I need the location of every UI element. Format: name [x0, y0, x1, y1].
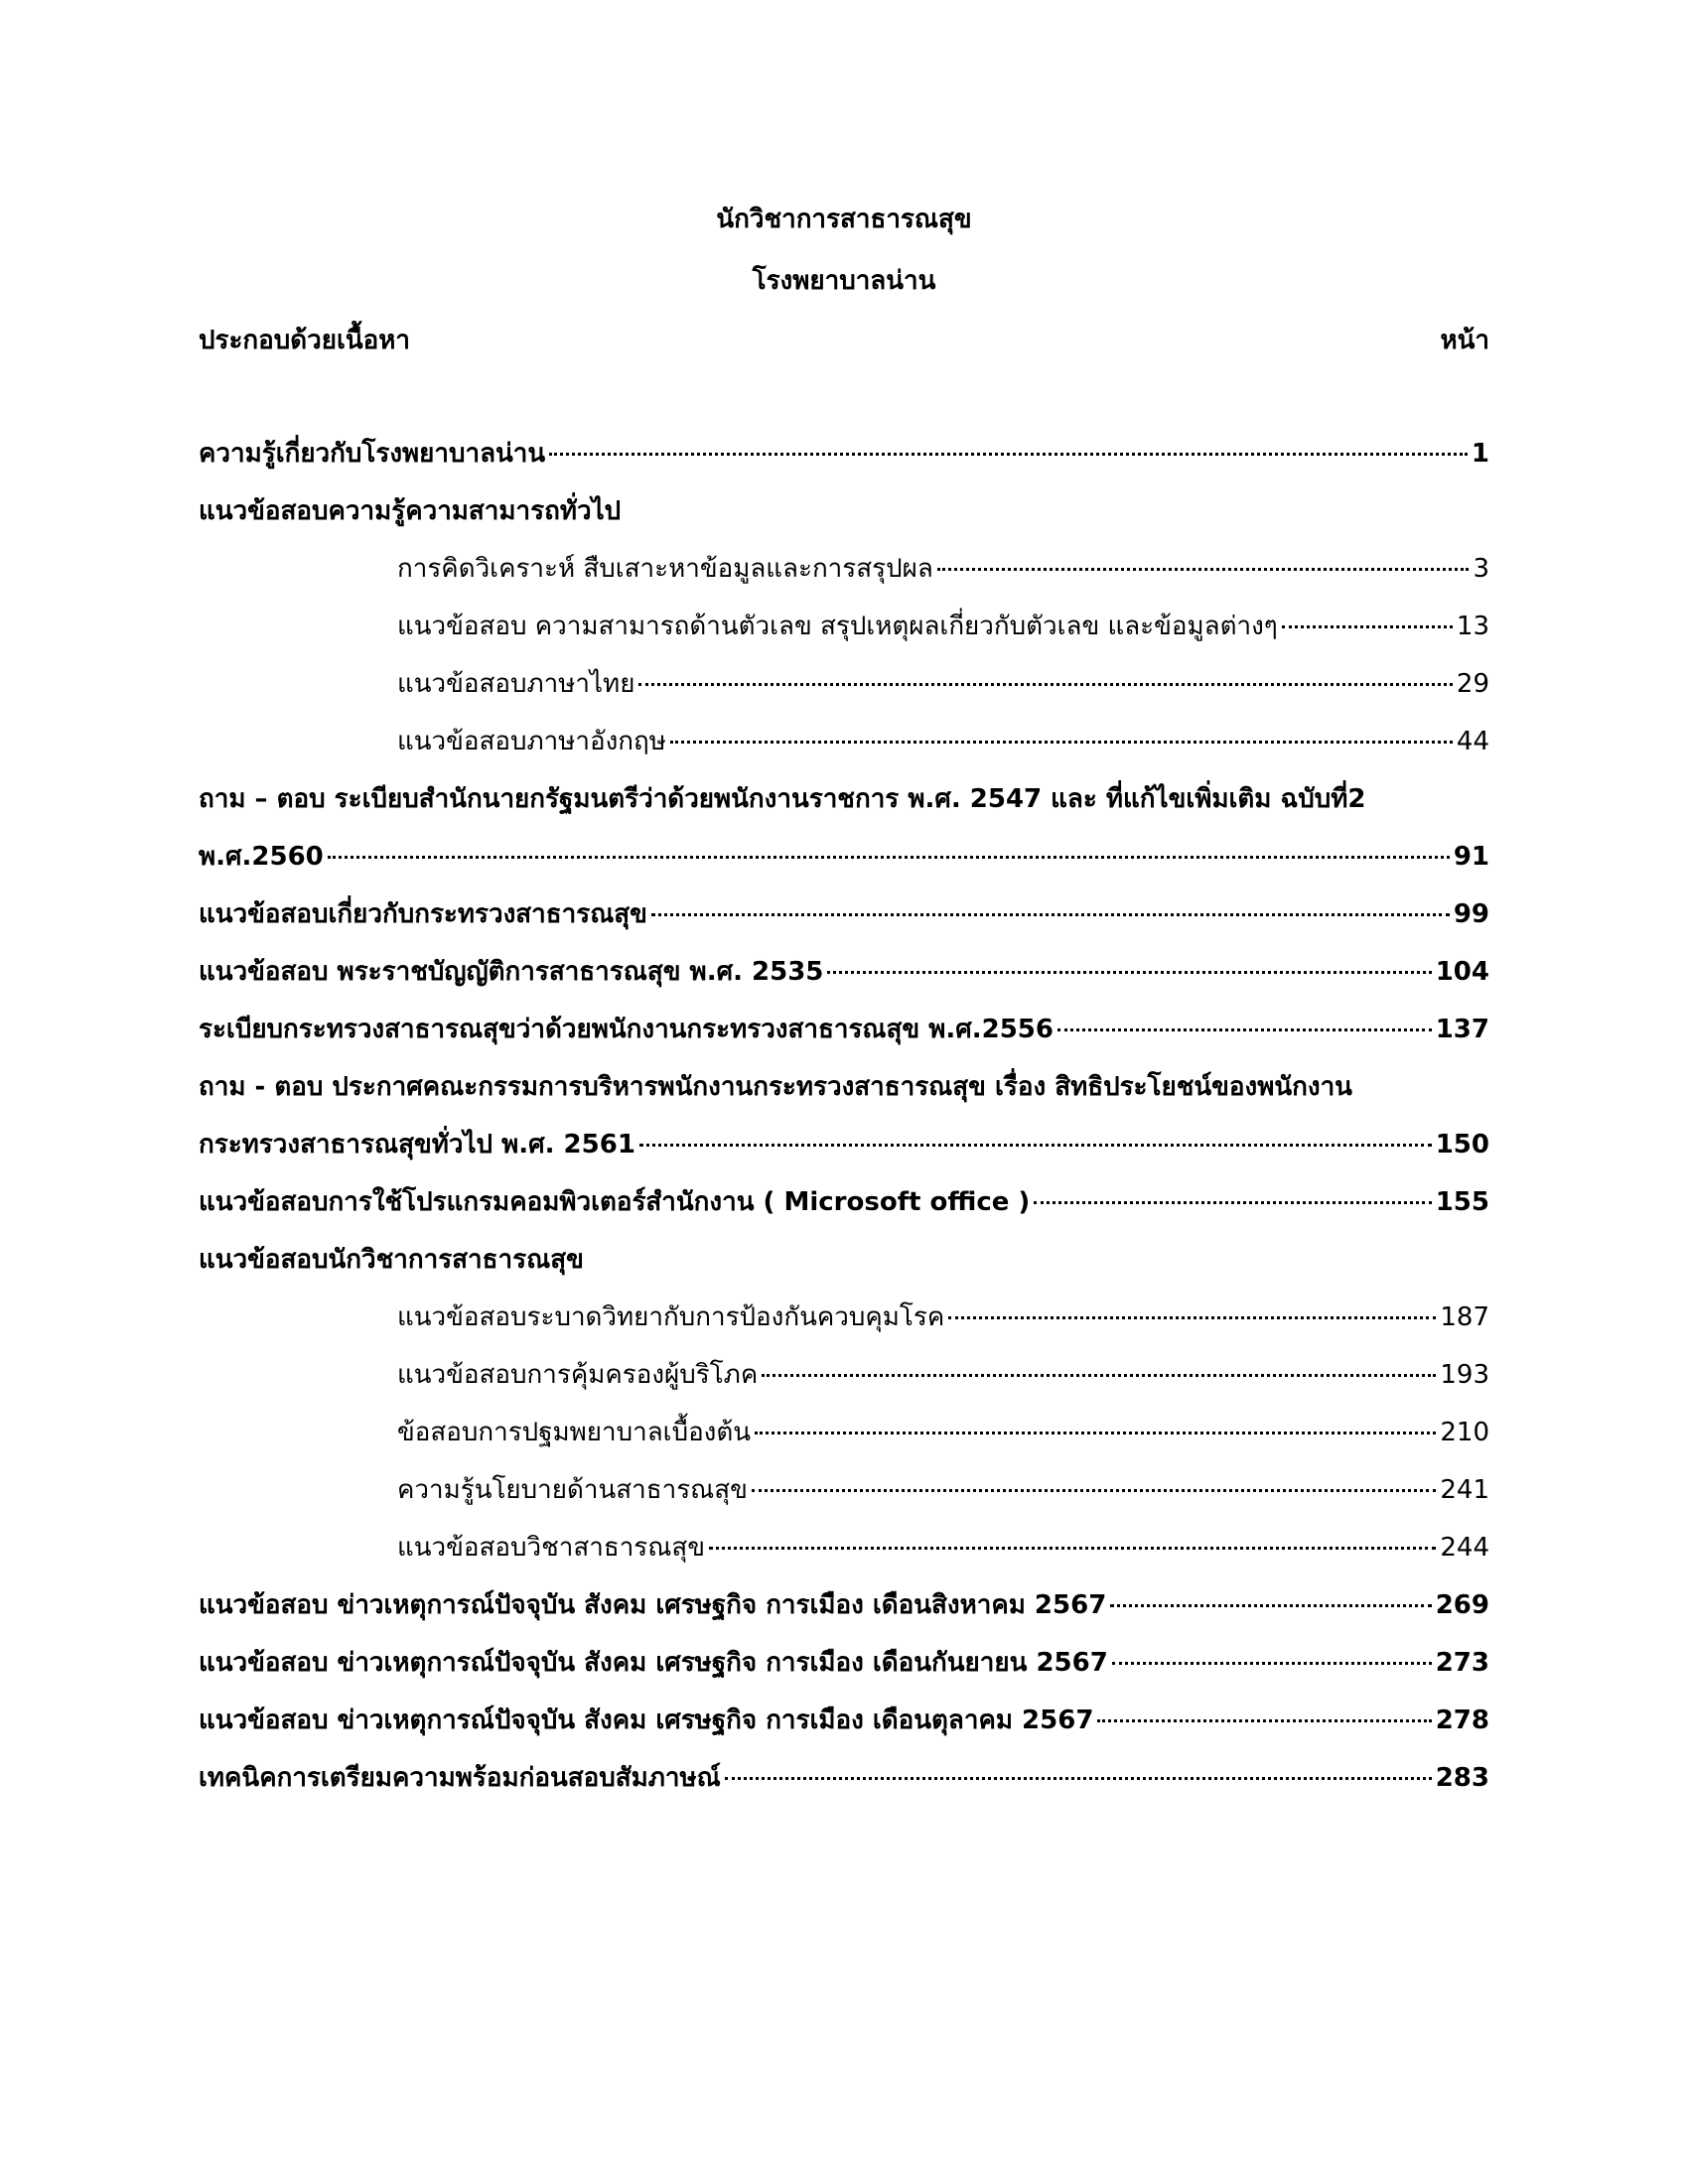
toc-entry-page-number: 269 [1435, 1590, 1489, 1620]
toc-entry-label: แนวข้อสอบเกี่ยวกับกระทรวงสาธารณสุข [199, 899, 647, 929]
toc-entry-label: เทคนิคการเตรียมความพร้อมก่อนสอบสัมภาษณ์ [199, 1763, 721, 1793]
toc-entry-label: แนวข้อสอบ ข่าวเหตุการณ์ปัจจุบัน สังคม เศรษฐกิจ การเมือง เดือนตุลาคม 2567 [199, 1706, 1094, 1735]
toc-entry-label: แนวข้อสอบ ข่าวเหตุการณ์ปัจจุบัน สังคม เศรษฐกิจ การเมือง เดือนสิงหาคม 2567 [199, 1590, 1107, 1620]
toc-entry-page-number: 44 [1456, 727, 1489, 756]
toc-dot-leader [638, 683, 1452, 686]
toc-dot-leader [709, 1547, 1436, 1550]
toc-entry-page-number: 3 [1473, 554, 1489, 584]
toc-dot-leader [1034, 1201, 1431, 1204]
toc-entry [199, 770, 1489, 828]
toc-entry-label: แนวข้อสอบระบาดวิทยากับการป้องกันควบคุมโรค [397, 1302, 945, 1332]
toc-entry [199, 1692, 1489, 1749]
toc-entry-page-number: 210 [1440, 1418, 1489, 1447]
toc-entry [199, 1461, 1489, 1519]
toc-entry [199, 943, 1489, 1001]
toc-dot-leader [328, 856, 1450, 859]
document-subtitle: โรงพยาบาลน่าน [752, 266, 936, 296]
toc-entry-page-number: 187 [1440, 1302, 1489, 1332]
toc-entry [199, 655, 1489, 713]
toc-dot-leader [762, 1374, 1436, 1377]
toc-entry [199, 425, 1489, 482]
toc-entry-page-number: 13 [1456, 612, 1489, 641]
toc-dot-leader [1110, 1604, 1431, 1607]
toc-dot-leader [670, 741, 1453, 744]
toc-entry [199, 1116, 1489, 1173]
toc-entry [199, 1346, 1489, 1404]
toc-entry-label: แนวข้อสอบนักวิชาการสาธารณสุข [199, 1245, 584, 1275]
toc-entry-label: แนวข้อสอบ พระราชบัญญัติการสาธารณสุข พ.ศ. 2535 [199, 957, 824, 987]
toc-entry [199, 1231, 1489, 1289]
toc-entry-label: ถาม - ตอบ ประกาศคณะกรรมการบริหารพนักงานกระทรวงสาธารณสุข เรื่อง สิทธิประโยชน์ของพนักงาน [199, 1072, 1352, 1102]
toc-dot-leader [937, 568, 1470, 571]
toc-entry [199, 828, 1489, 886]
toc-entry-label: แนวข้อสอบการใช้โปรแกรมคอมพิวเตอร์สำนักงาน ( Microsoft office ) [199, 1187, 1031, 1217]
toc-entry [199, 1519, 1489, 1576]
toc-entry-page-number: 91 [1453, 842, 1489, 872]
toc-entry [199, 540, 1489, 598]
toc-entry-page-number: 99 [1453, 899, 1489, 929]
toc-dot-leader [651, 913, 1450, 916]
toc-entry [199, 713, 1489, 770]
table-of-contents [199, 425, 1489, 1807]
toc-entry-label: การคิดวิเคราะห์ สืบเสาะหาข้อมูลและการสรุปผล [397, 554, 933, 584]
toc-entry-label: ความรู้เกี่ยวกับโรงพยาบาลน่าน [199, 439, 546, 469]
toc-entry-page-number: 283 [1435, 1763, 1489, 1793]
toc-entry-page-number: 150 [1435, 1130, 1489, 1160]
toc-dot-leader [1097, 1719, 1431, 1722]
toc-entry [199, 1289, 1489, 1346]
toc-entry [199, 1058, 1489, 1116]
toc-entry-page-number: 155 [1435, 1187, 1489, 1217]
toc-entry-label: แนวข้อสอบวิชาสาธารณสุข [397, 1533, 706, 1563]
toc-entry [199, 1404, 1489, 1461]
toc-entry-label: แนวข้อสอบ ข่าวเหตุการณ์ปัจจุบัน สังคม เศรษฐกิจ การเมือง เดือนกันยายน 2567 [199, 1648, 1108, 1678]
toc-entry-label: ความรู้นโยบายด้านสาธารณสุข [397, 1475, 748, 1505]
toc-dot-leader [1057, 1028, 1432, 1031]
toc-entry [199, 886, 1489, 943]
toc-dot-leader [755, 1432, 1436, 1434]
toc-dot-leader [1282, 625, 1453, 628]
toc-entry-page-number: 193 [1440, 1360, 1489, 1390]
toc-entry-label: แนวข้อสอบการคุ้มครองผู้บริโภค [397, 1360, 759, 1390]
toc-entry [199, 1576, 1489, 1634]
toc-entry-page-number: 104 [1435, 957, 1489, 987]
toc-entry-label: แนวข้อสอบความรู้ความสามารถทั่วไป [199, 496, 622, 526]
toc-entry [199, 1749, 1489, 1807]
toc-entry [199, 598, 1489, 655]
toc-entry [199, 1173, 1489, 1231]
toc-entry-page-number: 241 [1440, 1475, 1489, 1505]
toc-dot-leader [725, 1777, 1432, 1780]
toc-dot-leader [827, 971, 1431, 974]
toc-entry-page-number: 29 [1456, 669, 1489, 699]
toc-entry [199, 1001, 1489, 1058]
toc-entry-label: แนวข้อสอบ ความสามารถด้านตัวเลข สรุปเหตุผลเกี่ยวกับตัวเลข และข้อมูลต่างๆ [397, 612, 1278, 641]
contents-heading: ประกอบด้วยเนื้อหา [199, 326, 411, 355]
toc-dot-leader [639, 1144, 1432, 1147]
page-column-heading: หน้า [1440, 326, 1489, 355]
toc-entry-page-number: 137 [1435, 1015, 1489, 1044]
toc-dot-leader [948, 1316, 1436, 1319]
toc-entry [199, 482, 1489, 540]
toc-entry-label: พ.ศ.2560 [199, 842, 324, 872]
toc-entry-label: แนวข้อสอบภาษาไทย [397, 669, 635, 699]
toc-entry-label: ถาม – ตอบ ระเบียบสำนักนายกรัฐมนตรีว่าด้วยพนักงานราชการ พ.ศ. 2547 และ ที่แก้ไขเพิ่มเติม ฉบับที่2 [199, 784, 1366, 814]
toc-entry [199, 1634, 1489, 1692]
toc-dot-leader [1112, 1662, 1432, 1665]
toc-entry-page-number: 278 [1435, 1706, 1489, 1735]
toc-entry-page-number: 244 [1440, 1533, 1489, 1563]
toc-entry-label: กระทรวงสาธารณสุขทั่วไป พ.ศ. 2561 [199, 1130, 635, 1160]
toc-entry-label: แนวข้อสอบภาษาอังกฤษ [397, 727, 666, 756]
toc-entry-label: ข้อสอบการปฐมพยาบาลเบื้องต้น [397, 1418, 752, 1447]
toc-dot-leader [752, 1489, 1436, 1492]
toc-entry-label: ระเบียบกระทรวงสาธารณสุขว่าด้วยพนักงานกระทรวงสาธารณสุข พ.ศ.2556 [199, 1015, 1054, 1044]
toc-entry-page-number: 273 [1435, 1648, 1489, 1678]
toc-dot-leader [549, 453, 1468, 456]
document-title: นักวิชาการสาธารณสุข [716, 205, 972, 234]
toc-entry-page-number: 1 [1471, 439, 1489, 469]
